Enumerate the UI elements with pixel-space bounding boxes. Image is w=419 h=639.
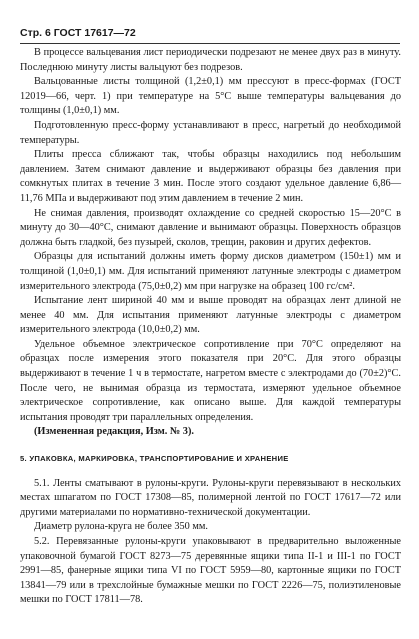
paragraph: Испытание лент шириной 40 мм и выше проводят на образцах лент длиной не менее 40 мм. Для испытания применяют латунные электроды с диаметром измерительного электрода (10,0±0,2) мм. [20,295,401,336]
paragraph: Диаметр рулона-круга не более 350 мм. [34,521,208,533]
paragraph: В процессе вальцевания лист периодически подрезают не менее двух раз в минуту. Последнюю минуту листы вальцуют без подрезов. [20,47,401,73]
revision-note: (Измененная редакция, Изм. № 3). [34,426,194,438]
paragraph: Подготовленную пресс-форму устанавливают в пресс, нагретый до необходимой температуры. [20,119,401,146]
page-header: Стр. 6 ГОСТ 17617—72 [20,27,400,44]
paragraph: Плиты пресса сближают так, чтобы образцы находились под небольшим давлением. Затем снимают давление и выдерживают образцы без давления при сомкнутых плитах в течение 3 мин. После этого создают удельное давление 6,86—11,76 МПа и выдерживают под этим давлением в течение 2 мин. [20,149,401,204]
paragraph: 5.2. Перевязанные рулоны-круги упаковывают в предварительно выложенные упаковочной бумагой ГОСТ 8273—75 деревянные ящики типа II-1 и III-1 по ГОСТ 2991—85, фанерные ящики типа VI по ГОСТ 5959—80, картонные ящики по ГОСТ 13841—79 или в трехслойные бумажные мешки по ГОСТ 2226—75, полиэтиленовые мешки по ГОСТ 17811—78. [20,536,401,606]
paragraph: Образцы для испытаний должны иметь форму дисков диаметром (150±1) мм и толщиной (1,0±0,1) мм. Для испытаний применяют латунные электроды с диаметром измерительного электрода (75,0±0,2) мм при нагрузке на образец 100 гс/см². [20,251,401,292]
paragraph: Вальцованные листы толщиной (1,2±0,1) мм прессуют в пресс-формах (ГОСТ 12019—66, черт. 1) при температуре на 5°С выше температуры вальцевания до толщины (1,0±0,1) мм. [20,76,401,117]
paragraph: Не снимая давления, производят охлаждение со средней скоростью 15—20°С в минуту до 30—40°С, снимают давление и вынимают образцы. Поверхность образцов должна быть гладкой, без пузырей, сколов, трещин, раковин и других дефектов. [20,207,401,248]
paragraph: Удельное объемное электрическое сопротивление при 70°С определяют на образцах после измерения этого показателя при 20°С. Для этого образцы выдерживают в течение 1 ч в термостате, нагретом вместе с электродами до (70±2)°С. После чего, не вынимая образца из термостата, измеряют удельное объемное электрическое сопротивление, как описано выше. Для каждой температуры испытания проводят три параллельных определения. [20,338,401,423]
paragraph: 5.1. Ленты сматывают в рулоны-круги. Рулоны-круги перевязывают в нескольких местах шпагатом по ГОСТ 17308—85, полимерной лентой по ГОСТ 17617—72 или другими материалами по нормативно-технической документации. [20,477,401,518]
document-body [20,46,401,608]
section-title: 5. УПАКОВКА, МАРКИРОВКА, ТРАНСПОРТИРОВАНИЕ И ХРАНЕНИЕ [20,454,289,464]
